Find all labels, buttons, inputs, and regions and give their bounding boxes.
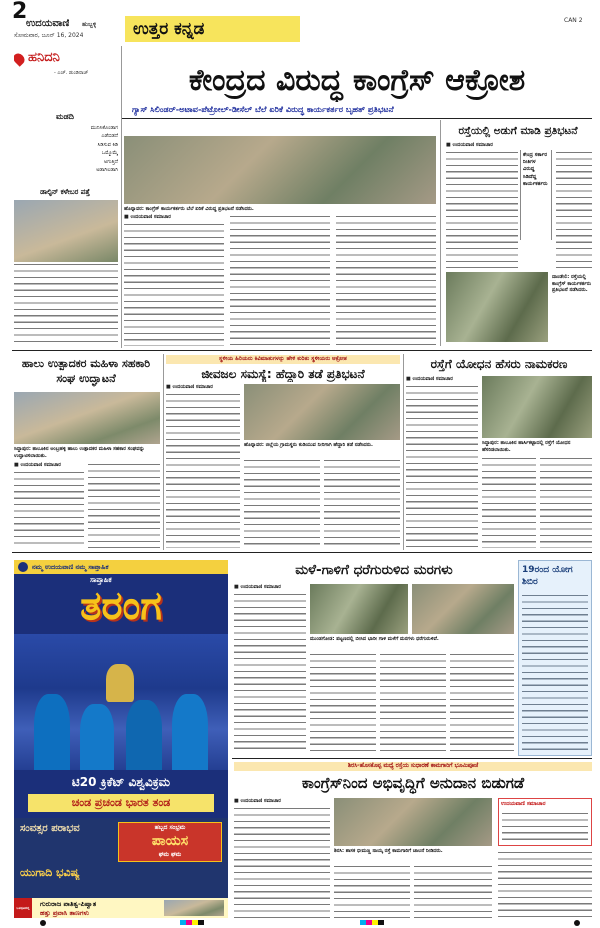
masthead — [0, 0, 600, 42]
ad-emblem-icon — [18, 562, 28, 572]
ad-footer-line1: ಗುರುರಾಜ ಪಾತಿತ್ವ-ಪಿಷ್ವಾತ — [40, 900, 97, 908]
yoga-text — [522, 593, 588, 751]
bottom-box — [498, 798, 592, 846]
column-logo — [14, 50, 114, 68]
ad-footer-line2: ಹತ್ತು ಪ್ರವಾಸಿ ತಾಣಗಳು — [40, 909, 89, 917]
ad-players-photo — [14, 634, 228, 770]
tree-headline: ಮಳೆ-ಗಾಳಿಗೆ ಧರೆಗುರುಳಿದ ಮರಗಳು — [295, 562, 453, 578]
ad-banner-2-box: ಚಂಡ ಪ್ರಚಂಡ ಭಾರತ ತಂಡ — [28, 794, 214, 812]
taranga-ad — [14, 560, 228, 918]
poem-line: ಅಡಾಗಿಲಡಾಗಿ — [96, 167, 118, 174]
road-byline: ■ ಉದಯವಾಣಿ ಸಮಾಚಾರ — [446, 142, 493, 148]
lead-subheadline: ಗ್ಯಾಸ್ ಸಿಲಿಂಡರ್-ಅಟಾವ-ಪೆಟ್ರೋಲ್-ಡೀಸೆಲ್ ಬೆಲೆ ಏರಿಕೆ ವಿರುದ್ಧ ಕಾರ್ಯಕರ್ತರ ಬೃಹತ್ ಪ್ರತಿಭಟನೆ — [132, 104, 394, 114]
section-rule-1 — [12, 350, 592, 351]
date-line: ಸೋಮವಾರ, ಜೂನ್ 16, 2024 — [14, 32, 84, 39]
bottom-headline: ಕಾಂಗ್ರೆಸ್‌ನಿಂದ ಅಭಿವೃದ್ಧಿಗೆ ಅನುದಾನ ಬಿಡುಗಡೆ — [301, 774, 525, 792]
poem-line: ಮುನಿಸಿಕೊಂಡಾಗ — [90, 125, 118, 131]
milk-text-1 — [14, 470, 84, 548]
naming-headline: ರಸ್ತೆಗೆ ಯೋಧನ ಹೆಸರು ನಾಮಕರಣ — [430, 357, 568, 371]
tree-photo-caption: ಮುಂಡಗೋಡ: ಪಟ್ಟಣದಲ್ಲಿ ಬೀಸಿದ ಭಾರೀ ಗಾಳಿ ಮಳೆಗೆ ಮರಗಳು ಧರೆಗುರುಳಿವೆ. — [310, 636, 439, 642]
bottom-byline: ■ ಉದಯವಾಣಿ ಸಮಾಚಾರ — [234, 798, 281, 804]
tree-text-4 — [450, 652, 514, 754]
water-divider — [403, 354, 404, 550]
lead-byline: ■ ಉದಯವಾಣಿ ಸಮಾಚಾರ — [124, 214, 171, 220]
milk-photo-caption: ಸಿದ್ದಾಪುರ: ತಾಲೂಕಿನ ಅಂಬ್ರಹಳ್ಳಿ ಹಾಲು ಉತ್ಪಾದಕರ ಮಹಿಳಾ ಸಹಕಾರ ಸಂಘವನ್ನು ಉದ್ಘಾಟಿಸಲಾಯಿತು. — [14, 446, 145, 459]
ad-brand-small: ಸಾಪ್ತಾಹಿಕ — [90, 576, 112, 584]
tree-photo-2 — [412, 584, 514, 634]
ad-brand: ತರಂಗ — [80, 583, 162, 629]
page-number: 2 — [12, 0, 28, 24]
tree-text-1 — [234, 592, 306, 754]
poem-line: ಅಗುತ್ತಿದೆ — [103, 158, 118, 165]
road-text-2 — [556, 150, 592, 268]
trophy-icon — [106, 664, 134, 702]
water-photo-caption: ಹೊನ್ನಾವರ: ಜಿಲ್ಲೆಯ ಗ್ರಾಮಸ್ಥರು ಕುಡಿಯುವ ನೀರಿಗಾಗಿ ಹೆದ್ದಾರಿ ತಡೆ ನಡೆಸಿದರು. — [244, 442, 373, 448]
sidebar-photo-caption: ಡಾಲ್ಫಿನ್ ಕಳೇಬರ ಪತ್ತೆ — [40, 188, 90, 196]
milk-byline: ■ ಉದಯವಾಣಿ ಸಮಾಚಾರ — [14, 462, 61, 468]
ad-footer-photo — [164, 900, 224, 916]
ad-footer — [14, 898, 228, 918]
road-side-caption: ದಾಂಡೇಲಿ: ರಸ್ತೆಯಲ್ಲಿ ಕಾಂಗ್ರೆಸ್ ಕಾರ್ಯಕರ್ತರು ಪ್ರತಿಭಟನೆ ನಡೆಸಿದರು. — [552, 274, 592, 293]
section-rule-2 — [12, 552, 592, 553]
water-kicker: ಸ್ಥಳೀಯ ಹಿರಿಯರು ಕಿವಿಮಾತುಗಳನ್ನು ಹೇಳಿ ಕುರಿತು ಸ್ಥಳೀಯರು ಆಕ್ರೋಶ — [166, 355, 400, 364]
yoga-box — [518, 560, 592, 756]
ad-lower-panel — [14, 818, 228, 898]
road-headline: ರಸ್ತೆಯಲ್ಲಿ ಅಡುಗೆ ಮಾಡಿ ಪ್ರತಿಭಟನೆ — [458, 125, 578, 137]
bottom-text-4 — [498, 850, 592, 918]
lead-headline: ಕೇಂದ್ರದ ವಿರುದ್ಧ ಕಾಂಗ್ರೆಸ್ ಆಕ್ರೋಶ — [188, 63, 526, 98]
lead-photo — [124, 136, 436, 204]
ad-banner-1: ಟಿ20 ಕ್ರಿಕೆಟ್ ವಿಶ್ವವಿಕ್ರಮ — [71, 775, 171, 789]
section-title: ಉತ್ತರ ಕನ್ನಡ — [133, 19, 205, 39]
column-author: - ಎಚ್. ಡುಂಡಿರಾಜ್ — [54, 70, 89, 76]
water-text-2 — [244, 458, 320, 548]
milk-headline-box: ಹಾಲು ಉತ್ಪಾದಕರ ಮಹಿಳಾ ಸಹಕಾರಿ ಸಂಘ ಉದ್ಘಾಟನೆ — [21, 357, 151, 385]
lead-text-col-2 — [230, 214, 330, 346]
ad-footer-tag: ಒಳಪುಟದಲ್ಲಿ — [14, 898, 32, 918]
lead-photo-caption: ಹೊನ್ನಾವರ: ಕಾಂಗ್ರೆಸ್ ಕಾರ್ಯಕರ್ತರು ಬೆಲೆ ಏರಿಕೆ ವಿರುದ್ಧ ಪ್ರತಿಭಟನೆ ನಡೆಸಿದರು. — [124, 206, 254, 212]
payasa-box: ಹಬ್ಬದ ಸಂಭ್ರಮ ಪಾಯಸ ಘಮ ಘಮ — [118, 822, 222, 862]
tree-photo-1 — [310, 584, 408, 634]
paper-name: ಉದಯವಾಣಿ — [26, 18, 70, 29]
bottom-text-2 — [334, 864, 410, 918]
tree-text-2 — [310, 652, 376, 754]
bottom-kicker: ಶಿರಸಿ-ಹೊಸಕೊಪ್ಪ ಮಧ್ಯೆ ರಸ್ತೆಯ ಸುಧಾರಣೆ ಕಾಮಗಾರಿಗೆ ಭೂಮಿಪೂಜೆ — [234, 762, 592, 771]
ad-panel-sub: ಯುಗಾದಿ ಭವಿಷ್ಯ — [20, 866, 80, 879]
yoga-title: 19ರಂದ ಯೋಗ ಶಿಬಿರ — [522, 565, 573, 587]
ad-panel-title: ಸಂವತ್ಸರ ಪರಾಭವ — [20, 823, 80, 834]
player-shape — [34, 694, 70, 770]
milk-text-2 — [88, 462, 160, 548]
milk-photo — [14, 392, 160, 444]
water-headline: ಜೀವಜಲ ಸಮಸ್ಯೆ: ಹೆದ್ದಾರಿ ತಡೆ ಪ್ರತಿಭಟನೆ — [201, 367, 365, 381]
water-text-3 — [324, 458, 400, 548]
sidebar-text-lower — [14, 262, 118, 346]
bottom-text-3 — [414, 864, 492, 918]
naming-text-2 — [482, 456, 536, 548]
paper-sub: ಹುಬ್ಬಳ್ಳಿ — [82, 21, 97, 28]
water-byline: ■ ಉದಯವಾಣಿ ಸಮಾಚಾರ — [166, 384, 213, 390]
poem-body — [62, 124, 118, 176]
road-photo — [446, 272, 548, 342]
print-registration-marks — [40, 920, 580, 926]
poem-line: ಒಮ್ಮೊಮ್ಮೆ — [101, 150, 118, 157]
poem-title: ಮಡದಿ — [56, 112, 74, 121]
tree-byline: ■ ಉದಯವಾಣಿ ಸಮಾಚಾರ — [234, 584, 281, 590]
drop-icon — [14, 51, 27, 67]
lead-text-col-3 — [336, 214, 436, 346]
lead-rule — [122, 118, 592, 119]
ad-top-strip: ನಮ್ಮ ಉದಯವಾಣಿ ನಮ್ಮ ಸಾಪ್ತಾಹಿಕ — [14, 560, 228, 574]
poem-line: ಸಿಡಿಸುವ ಕಿಡಿ — [97, 141, 118, 148]
naming-text-1 — [406, 384, 478, 548]
player-shape — [172, 694, 208, 770]
edition-code: CAN 2 — [564, 17, 583, 24]
naming-photo-caption: ಸಿದ್ದಾಪುರ: ತಾಲೂಕಿನ ಹಾರ್ಸಿಕಟ್ಟಾದಲ್ಲಿ ರಸ್ತೆಗೆ ಯೋಧನ ಹೆಸರಿಡಲಾಯಿತು. — [482, 440, 571, 453]
naming-text-3 — [540, 456, 592, 548]
water-text-1 — [166, 392, 240, 548]
road-divider — [440, 120, 441, 346]
bottom-text-1 — [234, 806, 330, 918]
tree-text-3 — [380, 652, 446, 754]
naming-photo — [482, 376, 592, 438]
bottom-box-title: ಉದಯವಾಣಿ ಸಮಾಚಾರ — [501, 801, 546, 807]
road-text-1 — [446, 150, 518, 268]
road-pull-quote: ಕೇಂದ್ರ ಸರ್ಕಾರ ನೀತಿಗಳ ವಿರುದ್ಧ ಸಿಡಿದೆದ್ದ ಕಾರ್ಯಕರ್ತರು — [520, 150, 552, 240]
milk-divider — [163, 354, 164, 550]
naming-byline: ■ ಉದಯವಾಣಿ ಸಮಾಚಾರ — [406, 376, 453, 382]
player-shape — [80, 704, 114, 770]
section-rule-3 — [232, 758, 592, 759]
column-title: ಹನಿದನಿ — [28, 50, 60, 65]
bottom-box-text — [502, 811, 588, 843]
water-photo — [244, 384, 400, 440]
player-shape — [126, 700, 162, 770]
bottom-photo-caption: ಶಿರಸಿ: ಶಾಸಕ ಭೀಮಣ್ಣ ನಾಯ್ಕ ರಸ್ತೆ ಕಾಮಗಾರಿಗೆ ಚಾಲನೆ ನೀಡಿದರು. — [334, 848, 443, 854]
bottom-photo — [334, 798, 492, 846]
poem-line: ಎಡೆಬಿಡದೆ — [101, 133, 118, 140]
section-banner — [125, 16, 300, 42]
lead-text-col-1 — [124, 222, 224, 346]
